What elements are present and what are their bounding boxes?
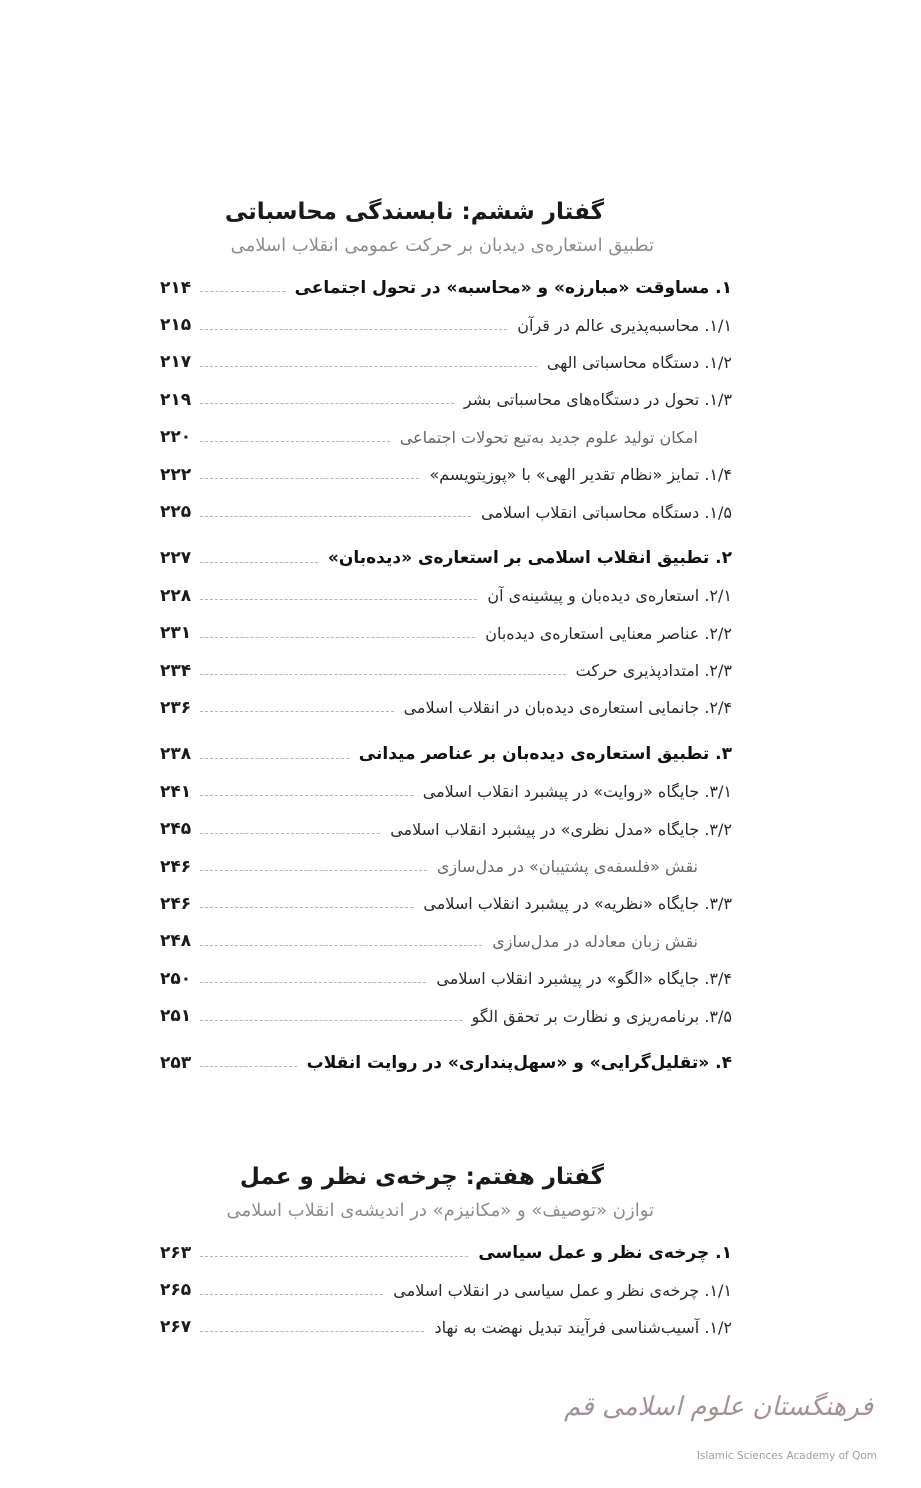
toc-page-number: ۲۶۷	[160, 1317, 192, 1338]
toc-entry[interactable]	[160, 540, 732, 577]
toc-entry-label: ۱/۱. چرخه‌ی نظر و عمل سیاسی در انقلاب اسلامی	[393, 1280, 732, 1300]
toc-page-number: ۲۴۸	[160, 931, 192, 952]
toc-page-number: ۲۲۵	[160, 502, 192, 523]
dotted-leader	[200, 982, 426, 983]
dotted-leader	[200, 637, 475, 638]
toc-page-number: ۲۳۸	[160, 744, 192, 765]
toc-page-number: ۲۶۳	[160, 1242, 192, 1263]
toc-entry[interactable]	[160, 736, 732, 773]
chapter-title: گفتار هفتم: چرخه‌ی نظر و عمل	[239, 1164, 604, 1190]
toc-page-number: ۲۵۳	[160, 1052, 192, 1073]
toc-page-number: ۲۲۷	[160, 548, 192, 569]
dotted-leader	[200, 441, 390, 442]
toc-page-number: ۲۲۲	[160, 464, 192, 485]
table-of-contents	[160, 1234, 732, 1346]
toc-entry-label: ۳/۳. جایگاه «نظریه» در پیشبرد انقلاب اسلامی	[423, 894, 732, 914]
toc-entry-label: ۳. تطبیق استعاره‌ی دیده‌بان بر عناصر میدانی	[358, 744, 732, 765]
dotted-leader	[200, 403, 454, 404]
toc-entry-label: ۳/۵. برنامه‌ریزی و نظارت بر تحقق الگو	[471, 1006, 732, 1026]
chapter-seven-section	[160, 1162, 732, 1346]
toc-page-number: ۲۴۵	[160, 819, 192, 840]
dotted-leader	[200, 562, 318, 563]
dotted-leader	[200, 516, 471, 517]
toc-entry[interactable]	[160, 615, 732, 652]
toc-entry[interactable]	[160, 923, 732, 960]
toc-entry-label: ۱/۱. محاسبه‌پذیری عالم در قرآن	[517, 315, 732, 335]
toc-entry-label: ۱/۵. دستگاه محاسباتی انقلاب اسلامی	[480, 502, 732, 522]
dotted-leader	[200, 1294, 383, 1295]
toc-entry-label: ۱/۴. تمایز «نظام تقدیر الهی» با «پوزیتویسم»	[429, 465, 732, 485]
toc-entry-label: ۲. تطبیق انقلاب اسلامی بر استعاره‌ی «دیده‌بان»	[327, 548, 732, 569]
toc-entry-label: ۱/۲. آسیب‌شناسی فرآیند تبدیل نهضت به نهاد	[434, 1317, 732, 1337]
toc-entry[interactable]	[160, 773, 732, 810]
dotted-leader	[200, 833, 380, 834]
toc-entry[interactable]	[160, 997, 732, 1034]
toc-entry[interactable]	[160, 344, 732, 381]
dotted-leader	[200, 758, 349, 759]
toc-entry[interactable]	[160, 381, 732, 418]
toc-entry-label: ۲/۴. جانمایی استعاره‌ی دیده‌بان در انقلاب اسلامی	[403, 698, 732, 718]
toc-entry-label: ۳/۴. جایگاه «الگو» در پیشبرد انقلاب اسلامی	[436, 969, 732, 989]
toc-entry-label: ۱. چرخه‌ی نظر و عمل سیاسی	[478, 1242, 732, 1263]
logo-calligraphy: فرهنگستان علوم اسلامی قم	[563, 1392, 873, 1422]
dotted-leader	[200, 1256, 468, 1257]
toc-entry-label: امکان تولید علوم جدید به‌تبع تحولات اجتماعی	[399, 427, 698, 447]
toc-entry[interactable]	[160, 1309, 732, 1346]
dotted-leader	[200, 599, 477, 600]
toc-entry[interactable]	[160, 810, 732, 847]
toc-entry[interactable]	[160, 419, 732, 456]
toc-entry[interactable]	[160, 1044, 732, 1081]
toc-page-number: ۲۱۹	[160, 389, 192, 410]
dotted-leader	[200, 1066, 297, 1067]
toc-entry[interactable]	[160, 456, 732, 493]
logo-caption: Islamic Sciences Academy of Qom	[696, 1450, 877, 1462]
toc-entry[interactable]	[160, 689, 732, 726]
dotted-leader	[200, 907, 413, 908]
toc-entry-label: ۲/۱. استعاره‌ی دیده‌بان و پیشینه‌ی آن	[487, 586, 732, 606]
toc-entry-label: ۱/۳. تحول در دستگاه‌های محاسباتی بشر	[463, 390, 732, 410]
dotted-leader	[200, 870, 427, 871]
toc-entry-label: ۳/۱. جایگاه «روایت» در پیشبرد انقلاب اسلامی	[422, 782, 732, 802]
toc-page-number: ۲۴۶	[160, 856, 192, 877]
toc-page-number: ۲۲۰	[160, 427, 192, 448]
toc-entry[interactable]	[160, 885, 732, 922]
toc-entry-label: ۳/۲. جایگاه «مدل نظری» در پیشبرد انقلاب اسلامی	[390, 819, 732, 839]
toc-page-number: ۲۵۰	[160, 968, 192, 989]
toc-entry-label: نقش «فلسفه‌ی پشتیبان» در مدل‌سازی	[436, 857, 698, 877]
toc-page-number: ۲۴۶	[160, 893, 192, 914]
toc-page-number: ۲۴۱	[160, 781, 192, 802]
toc-page-number: ۲۱۷	[160, 352, 192, 373]
dotted-leader	[200, 711, 394, 712]
dotted-leader	[200, 945, 482, 946]
toc-entry[interactable]	[160, 848, 732, 885]
dotted-leader	[200, 329, 507, 330]
toc-entry-label: ۱/۲. دستگاه محاسباتی الهی	[546, 352, 732, 372]
chapter-six-section	[160, 197, 732, 1081]
dotted-leader	[200, 795, 413, 796]
toc-page-number: ۲۳۴	[160, 660, 192, 681]
toc-entry[interactable]	[160, 269, 732, 306]
toc-page-number: ۲۳۱	[160, 623, 192, 644]
table-of-contents	[160, 269, 732, 1081]
dotted-leader	[200, 478, 419, 479]
toc-entry-label: ۴. «تقلیل‌گرایی» و «سهل‌پنداری» در روایت انقلاب	[306, 1052, 732, 1073]
toc-page-number: ۲۳۶	[160, 697, 192, 718]
toc-entry-label: نقش زبان معادله در مدل‌سازی	[492, 931, 698, 951]
chapter-title: گفتار ششم: نابسندگی محاسباتی	[224, 199, 604, 225]
toc-page-number: ۲۱۵	[160, 315, 192, 336]
chapter-subtitle: توازن «توصیف» و «مکانیزم» در اندیشه‌ی انقلاب اسلامی	[226, 1200, 654, 1221]
academy-logo	[563, 1392, 879, 1472]
toc-entry[interactable]	[160, 493, 732, 530]
chapter-subtitle: تطبیق استعاره‌ی دیدبان بر حرکت عمومی انقلاب اسلامی	[230, 235, 654, 256]
dotted-leader	[200, 674, 566, 675]
toc-entry[interactable]	[160, 1271, 732, 1308]
toc-entry-label: ۲/۲. عناصر معنایی استعاره‌ی دیده‌بان	[485, 623, 732, 643]
toc-entry-label: ۲/۳. امتدادپذیری حرکت	[575, 661, 732, 681]
toc-entry[interactable]	[160, 1234, 732, 1271]
dotted-leader	[200, 1020, 462, 1021]
toc-page-number: ۲۱۴	[160, 277, 192, 298]
toc-entry-label: ۱. مساوقت «مبارزه» و «محاسبه» در تحول اجتماعی	[294, 277, 732, 298]
toc-page-number: ۲۵۱	[160, 1006, 192, 1027]
toc-page-number: ۲۶۵	[160, 1280, 192, 1301]
dotted-leader	[200, 366, 537, 367]
toc-entry[interactable]	[160, 960, 732, 997]
toc-entry[interactable]	[160, 306, 732, 343]
toc-entry[interactable]	[160, 577, 732, 614]
toc-page-number: ۲۲۸	[160, 585, 192, 606]
dotted-leader	[200, 291, 285, 292]
dotted-leader	[200, 1331, 424, 1332]
toc-entry[interactable]	[160, 652, 732, 689]
